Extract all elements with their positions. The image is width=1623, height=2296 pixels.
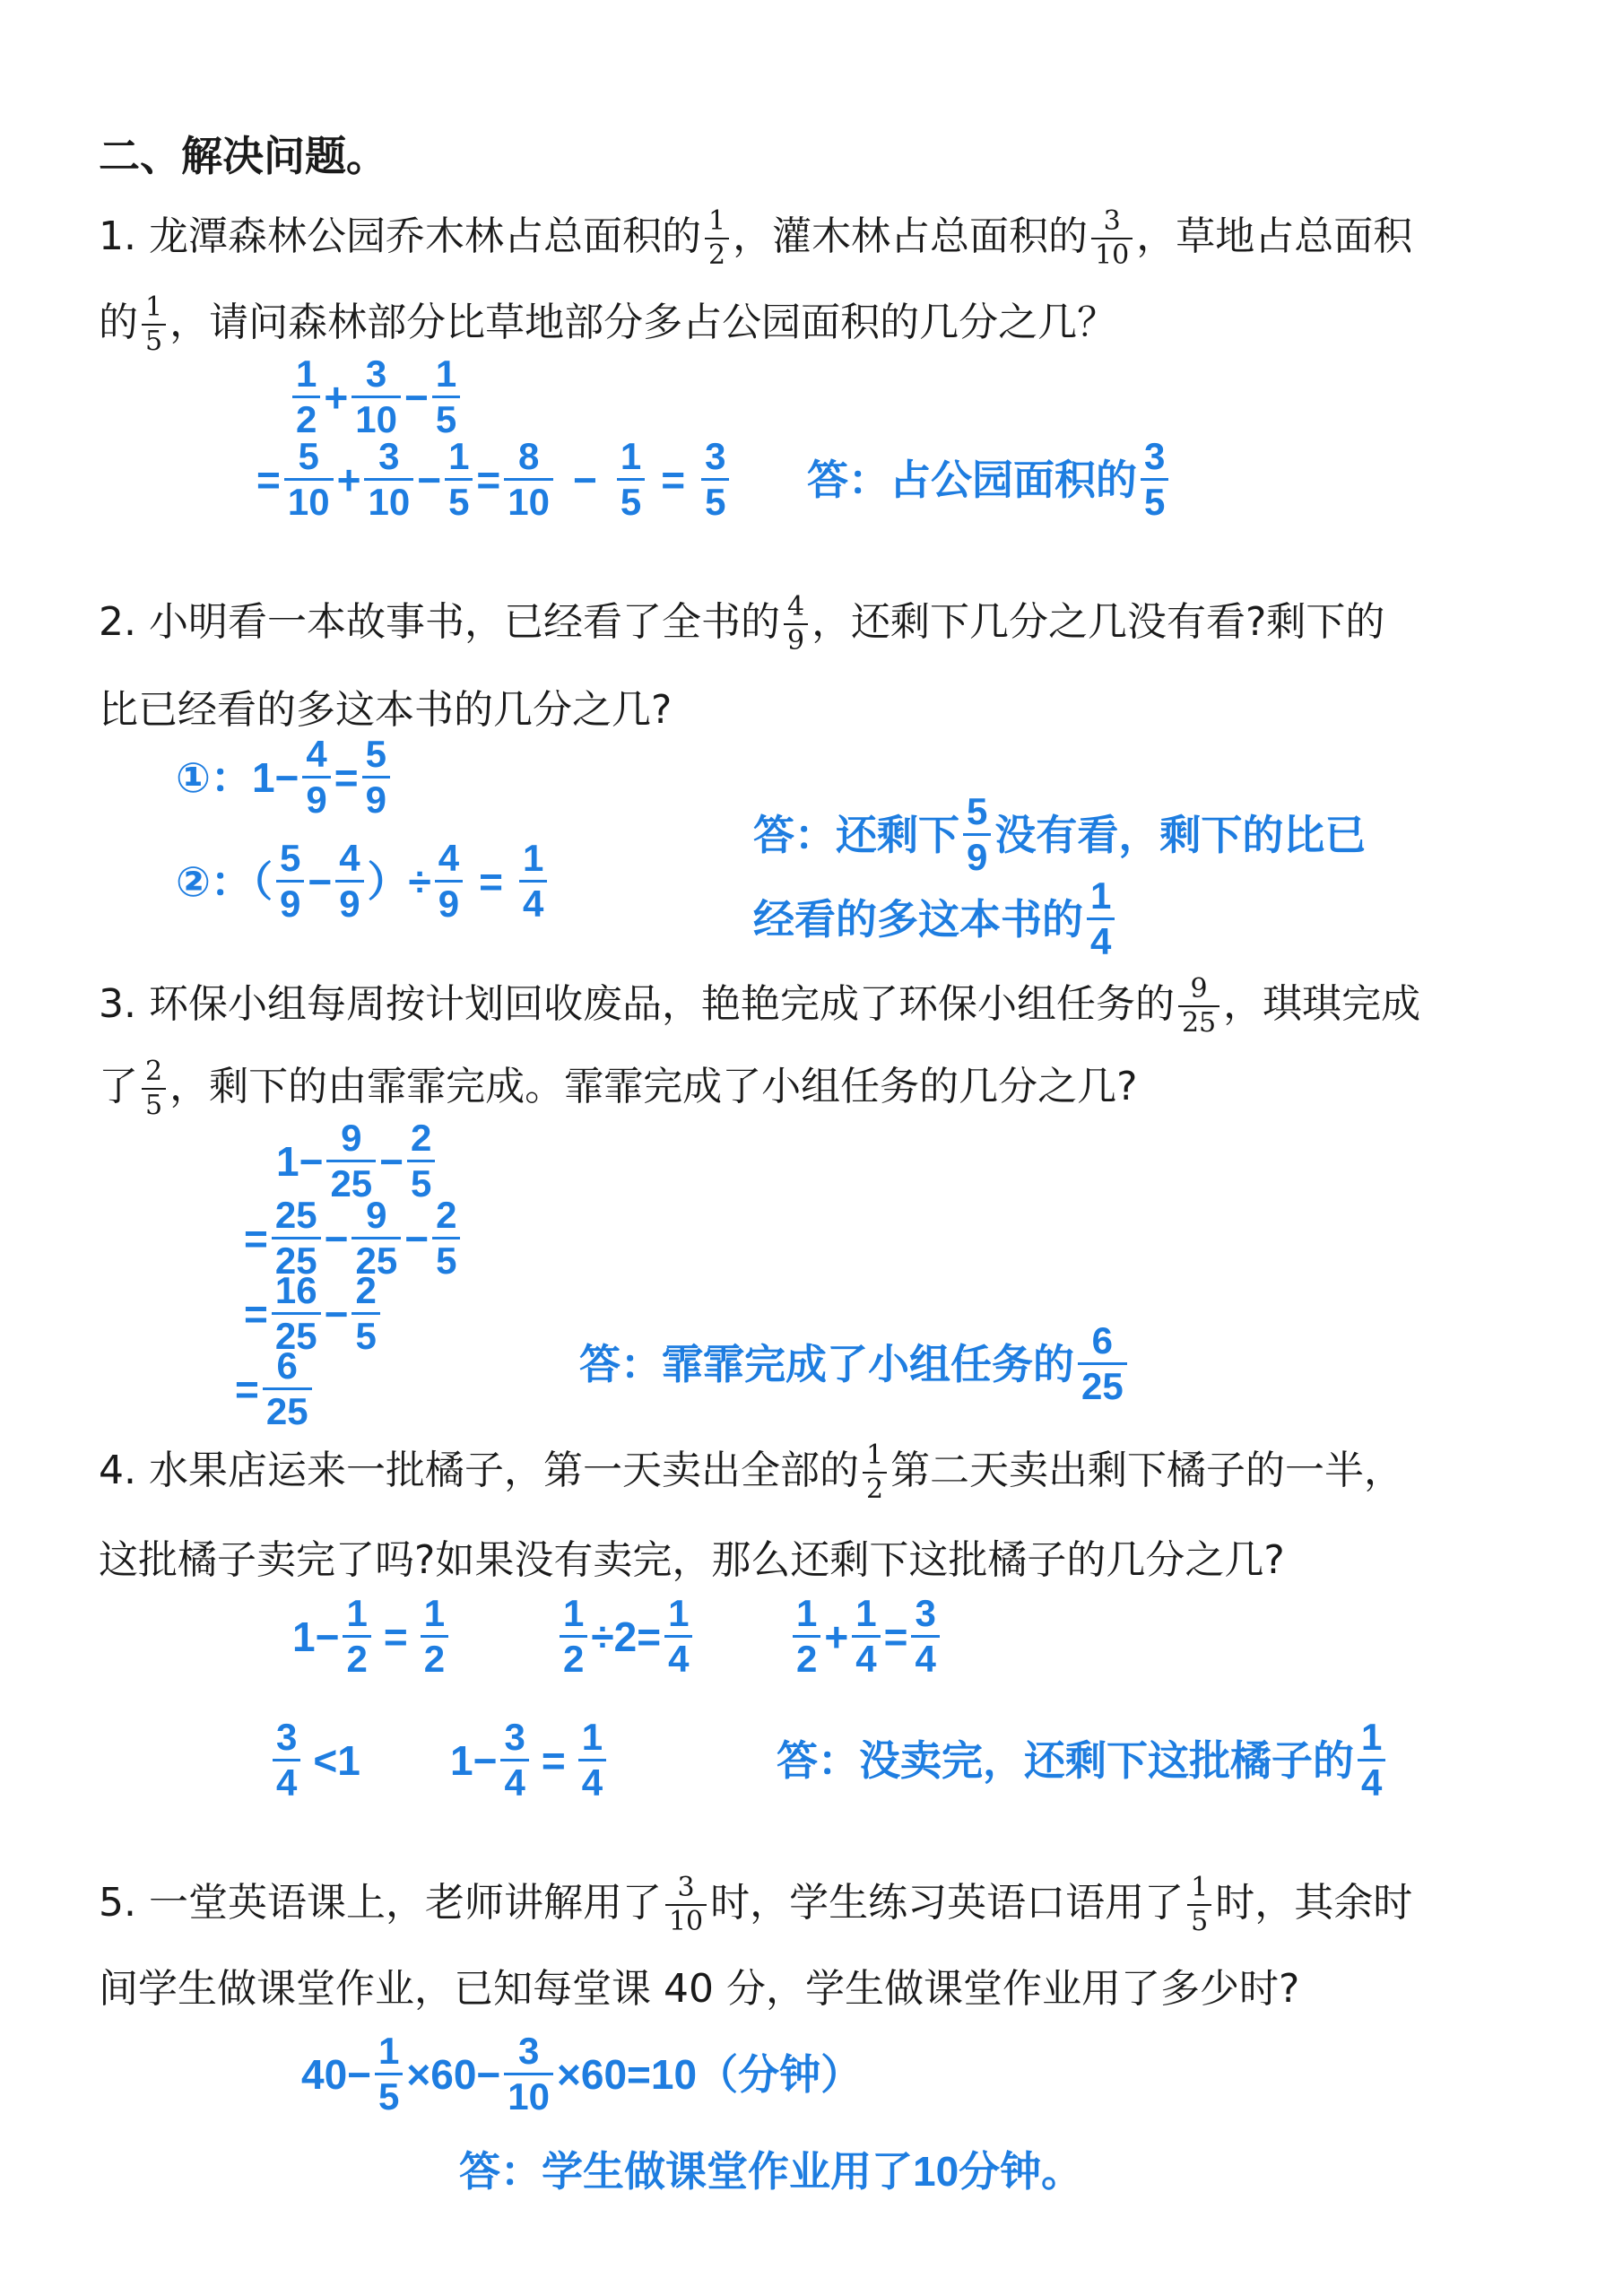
q1-line2: 的 $\frac{1}{5}$ ，请问森林部分比草地部分多占公园面积的几分之几？ <box>99 291 1117 357</box>
q4-solution-step1: 1− $\frac{1}{2}$ = $\frac{1}{2}$ <box>292 1595 452 1678</box>
q1-text-c: ，草地占总面积 <box>1136 213 1413 259</box>
q3-solution-step1: 1− $\frac{9}{25}$ − $\frac{2}{5}$ <box>276 1119 438 1203</box>
q5-frac-1: $\frac{3}{10}$ <box>665 1874 707 1935</box>
q4-solution-step2: $\frac{1}{2}$ ÷2= $\frac{1}{4}$ <box>556 1595 696 1678</box>
q5-answer: 答：学生做课堂作业用了10分钟。 <box>459 2148 1083 2195</box>
q1-solution-step1: $\frac{1}{2}$ + $\frac{3}{10}$ − $\frac{1}{5}$ <box>289 355 464 439</box>
q5-solution: 40− $\frac{1}{5}$ ×60− $\frac{3}{10}$ ×60=10（分钟） <box>301 2030 863 2118</box>
q4-line1: 4. 水果店运来一批橘子，第一天卖出全部的 $\frac{1}{2}$ 第二天卖出剩下橘子的一半， <box>99 1439 1404 1505</box>
q4-solution-step5: 1− $\frac{3}{4}$ = $\frac{1}{4}$ <box>450 1718 610 1802</box>
q3-solution-step2: = $\frac{25}{25}$ − $\frac{9}{25}$ − $\frac{2}{5}$ <box>244 1196 464 1280</box>
q4-solution-step4: $\frac{3}{4}$ <1 <box>269 1718 360 1802</box>
q1-frac-3: $\frac{1}{5}$ <box>142 294 166 355</box>
q3-answer: 答：霏霏完成了小组任务的 $\frac{6}{25}$ <box>579 1322 1131 1405</box>
q1-text-a: 1. 龙潭森林公园乔木林占总面积的 <box>99 213 701 259</box>
q2-line2: 比已经看的多这本书的几分之几? <box>99 687 673 733</box>
q3-frac-1: $\frac{9}{25}$ <box>1178 976 1219 1037</box>
q4-line2: 这批橘子卖完了吗?如果没有卖完，那么还剩下这批橘子的几分之几? <box>99 1537 1285 1583</box>
q4-solution-step3: $\frac{1}{2}$ + $\frac{1}{4}$ = $\frac{3}{4}$ <box>789 1595 943 1678</box>
q2-frac-1: $\frac{4}{9}$ <box>784 594 808 655</box>
q1-frac-1: $\frac{1}{2}$ <box>705 208 729 269</box>
q1-frac-2: $\frac{3}{10}$ <box>1091 208 1133 269</box>
q2-answer-line1: 答：还剩下 $\frac{5}{9}$ 没有看，剩下的比已 <box>753 790 1367 878</box>
q1-text-b: ，灌木林占总面积的 <box>733 213 1089 259</box>
q3-solution-step3: = $\frac{16}{25}$ − $\frac{2}{5}$ <box>244 1272 384 1355</box>
q1-solution-step2: = $\frac{5}{10}$ + $\frac{3}{10}$ − $\frac{1}{5}$ = $\frac{8}{10}$ − $\frac{1}{5}$ = $\frac{3}{5}$ <box>256 438 733 521</box>
q3-line2: 了 $\frac{2}{5}$ ，剩下的由霏霏完成。霏霏完成了小组任务的几分之几? <box>99 1056 1138 1121</box>
q2-solution-step1: ①：1− $\frac{4}{9}$ = $\frac{5}{9}$ <box>176 735 394 819</box>
q3-solution-step4: = $\frac{6}{25}$ <box>235 1347 316 1431</box>
q2-answer-line2: 经看的多这本书的 $\frac{1}{4}$ <box>753 877 1118 961</box>
q2-solution-step2: ②：（ $\frac{5}{9}$ − $\frac{4}{9}$ ）÷ $\frac{4}{9}$ = $\frac{1}{4}$ <box>176 839 551 923</box>
q1-answer: 答：占公园面积的 $\frac{3}{5}$ <box>807 438 1172 521</box>
q4-frac-1: $\frac{1}{2}$ <box>863 1442 887 1503</box>
q1-line1 <box>99 205 1413 271</box>
section-title: 二、解决问题。 <box>99 132 387 180</box>
q2-line1: 2. 小明看一本故事书，已经看了全书的 $\frac{4}{9}$ ，还剩下几分之几没有看?剩下的 <box>99 591 1385 657</box>
q3-frac-2: $\frac{2}{5}$ <box>142 1058 166 1119</box>
q5-line1: 5. 一堂英语课上，老师讲解用了 $\frac{3}{10}$ 时，学生练习英语口语用了 $\frac{1}{5}$ 时，其余时 <box>99 1872 1413 1937</box>
q5-frac-2: $\frac{1}{5}$ <box>1187 1874 1211 1935</box>
q3-line1: 3. 环保小组每周按计划回收废品，艳艳完成了环保小组任务的 $\frac{9}{25}$ ，琪琪完成 <box>99 973 1421 1039</box>
q4-answer: 答：没卖完，还剩下这批橘子的 $\frac{1}{4}$ <box>777 1718 1389 1802</box>
q5-line2: 间学生做课堂作业，已知每堂课 40 分，学生做课堂作业用了多少时? <box>99 1966 1300 2012</box>
